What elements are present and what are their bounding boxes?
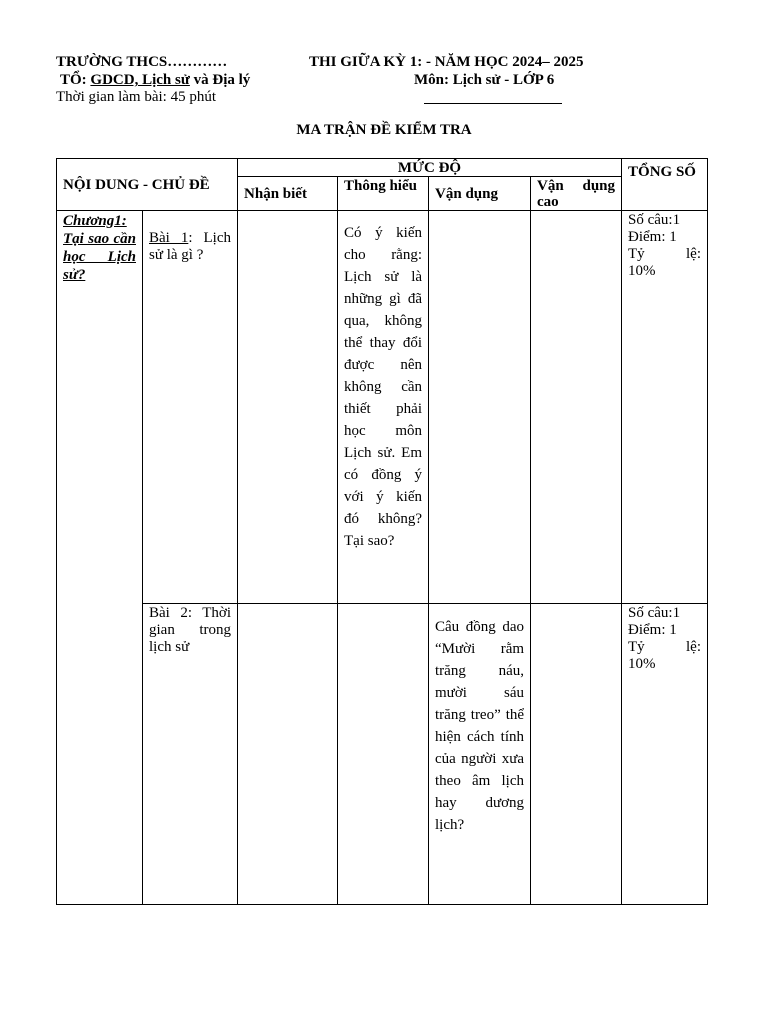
lesson-1-total (622, 211, 708, 604)
lesson-1-total-questions: Số câu:1 (628, 212, 681, 229)
lesson-1-total-ratio (628, 246, 701, 263)
exam-matrix-table (56, 158, 708, 905)
lesson-1-suffix: : Lịch sử là gì ? (149, 230, 232, 264)
department (60, 71, 250, 89)
school-name: TRƯỜNG THCS………… (56, 54, 228, 70)
level-understanding: Thông hiểu (338, 177, 429, 211)
lesson-1-prefix: Bài 1 (149, 230, 189, 247)
lesson-2-question: Câu đồng dao “Mười rằm trăng náu, mười sáu trăng treo” thể hiện cách tính của người xưa theo âm lịch hay dương lịch? (429, 603, 531, 904)
lesson-1-cell (143, 211, 238, 604)
department-suffix: và Địa lý (189, 72, 251, 88)
col-level-header: MỨC ĐỘ (238, 159, 622, 177)
ratio-label: Tỷ (628, 638, 645, 655)
lesson-1-question: Có ý kiến cho rằng: Lịch sử là những gì đã qua, không thể thay đổi được nên không cần thiết phải học môn Lịch sử. Em có đồng ý với ý kiến đó không? Tại sao? (338, 211, 429, 604)
header-row-1 (57, 159, 708, 177)
lesson-2-recognition (238, 603, 338, 904)
page-title: MA TRẬN ĐỀ KIỂM TRA (296, 122, 472, 138)
department-prefix: TỔ: (60, 72, 91, 88)
lesson-2-understanding (338, 603, 429, 904)
lesson-1-recognition (238, 211, 338, 604)
subject: Môn: Lịch sử - LỚP 6 (414, 72, 555, 88)
col-topic-header: NỘI DUNG - CHỦ ĐỀ (57, 159, 238, 211)
ratio-label: Tỷ (628, 246, 645, 263)
level-high-application: Vận dụng cao (531, 177, 622, 211)
table-row (57, 603, 708, 904)
chapter-label: Chương1: Tại sao cần học Lịch sử? (63, 213, 136, 284)
lesson-2-total-ratio-value: 10% (628, 655, 656, 672)
lesson-2-total (622, 603, 708, 904)
chapter-cell (57, 211, 143, 905)
lesson-1-application (429, 211, 531, 604)
exam-time: Thời gian làm bài: 45 phút (56, 89, 216, 105)
lesson-2-high-application (531, 603, 622, 904)
col-total-header: TỔNG SỐ (622, 159, 708, 211)
lesson-2-cell: Bài 2: Thời gian trong lịch sử (143, 603, 238, 904)
lesson-1-total-points: Điểm: 1 (628, 229, 677, 246)
lesson-2-total-ratio (628, 639, 701, 656)
header-underline (424, 103, 562, 104)
lesson-1-high-application (531, 211, 622, 604)
department-name: GDCD, Lịch sử (90, 72, 190, 88)
ratio-suffix: lệ: (686, 638, 702, 655)
table-row (57, 211, 708, 604)
lesson-2-total-points: Điểm: 1 (628, 621, 677, 638)
level-recognition: Nhận biết (238, 177, 338, 211)
level-application: Vận dụng (429, 177, 531, 211)
lesson-1-total-ratio-value: 10% (628, 263, 656, 280)
lesson-2-total-questions: Số câu:1 (628, 604, 681, 621)
ratio-suffix: lệ: (686, 246, 702, 263)
exam-title: THI GIỮA KỲ 1: - NĂM HỌC 2024– 2025 (309, 54, 584, 70)
